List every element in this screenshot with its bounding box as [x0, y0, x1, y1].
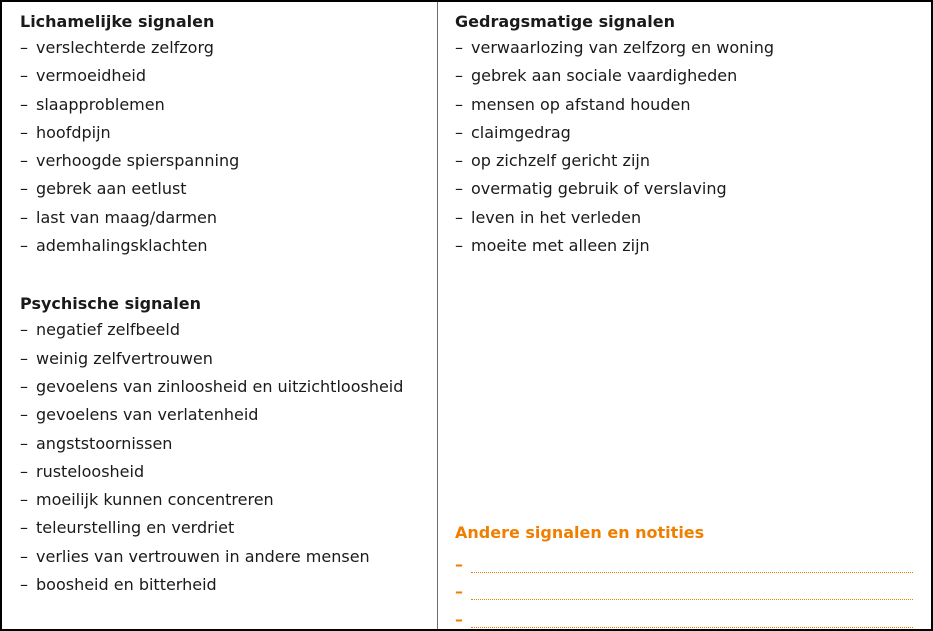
bullet-dash: – [20, 94, 28, 114]
psychische-signalen-list [20, 316, 437, 599]
signal-item [20, 34, 437, 62]
signal-item [455, 175, 913, 203]
signal-item [455, 119, 913, 147]
right-column [438, 2, 931, 629]
signal-item [20, 345, 437, 373]
note-dash: – [455, 609, 463, 629]
bullet-dash: – [20, 207, 28, 227]
signal-item [20, 204, 437, 232]
lichamelijke-signalen-list [20, 34, 437, 260]
dotted-write-line[interactable] [471, 613, 913, 628]
signal-text: vermoeidheid [36, 66, 147, 86]
signal-text: gebrek aan sociale vaardigheden [471, 66, 738, 86]
signal-text: mensen op afstand houden [471, 94, 691, 114]
signal-item [20, 147, 437, 175]
signal-item [20, 486, 437, 514]
signal-text: gebrek aan eetlust [36, 179, 187, 199]
signal-text: slaapproblemen [36, 94, 165, 114]
signal-item [455, 204, 913, 232]
signal-item [455, 232, 913, 260]
lichamelijke-signalen-heading: Lichamelijke signalen [20, 12, 215, 31]
bullet-dash: – [20, 320, 28, 340]
signal-item [20, 514, 437, 542]
signal-text: verwaarlozing van zelfzorg en woning [471, 38, 774, 57]
note-line[interactable] [455, 575, 913, 603]
bullet-dash: – [20, 518, 28, 538]
bullet-dash: – [20, 38, 28, 57]
gedragsmatige-signalen-heading: Gedragsmatige signalen [455, 12, 675, 31]
signal-text: overmatig gebruik of verslaving [471, 179, 727, 199]
note-dash: – [455, 582, 463, 601]
signal-text: negatief zelfbeeld [36, 320, 180, 340]
signal-item [455, 91, 913, 119]
signal-text: gevoelens van verlatenheid [36, 405, 259, 425]
bullet-dash: – [455, 38, 463, 57]
note-line[interactable] [455, 602, 913, 630]
signal-text: verlies van vertrouwen in andere mensen [36, 546, 370, 566]
andere-signalen-heading: Andere signalen en notities [455, 523, 705, 542]
bullet-dash: – [455, 151, 463, 171]
bullet-dash: – [455, 122, 463, 142]
signal-text: moeilijk kunnen concentreren [36, 490, 274, 510]
dotted-write-line[interactable] [471, 558, 913, 573]
signal-text: rusteloosheid [36, 461, 145, 481]
signal-text: verhoogde spierspanning [36, 151, 240, 171]
signal-text: gevoelens van zinloosheid en uitzichtloosheid [36, 376, 404, 396]
bullet-dash: – [20, 236, 28, 256]
signal-text: weinig zelfvertrouwen [36, 348, 213, 368]
signal-item [20, 119, 437, 147]
signal-text: teleurstelling en verdriet [36, 518, 235, 538]
psychische-signalen-heading: Psychische signalen [20, 294, 201, 314]
signal-text: boosheid en bitterheid [36, 575, 217, 595]
bullet-dash: – [20, 405, 28, 425]
bullet-dash: – [20, 179, 28, 199]
signal-text: op zichzelf gericht zijn [471, 151, 650, 171]
signal-item [20, 316, 437, 344]
bullet-dash: – [455, 236, 463, 256]
andere-signalen-section [455, 521, 913, 630]
bullet-dash: – [20, 151, 28, 171]
dotted-write-line[interactable] [471, 585, 913, 600]
gedragsmatige-signalen-list [455, 34, 913, 260]
bullet-dash: – [20, 122, 28, 142]
bullet-dash: – [20, 348, 28, 368]
signal-item [20, 543, 437, 571]
bullet-dash: – [455, 207, 463, 227]
signal-text: claimgedrag [471, 122, 571, 142]
left-column [2, 2, 438, 629]
signal-item [20, 373, 437, 401]
note-line[interactable] [455, 547, 913, 575]
signal-item [455, 34, 913, 62]
signal-text: moeite met alleen zijn [471, 236, 650, 256]
note-dash: – [455, 554, 463, 574]
bullet-dash: – [20, 490, 28, 510]
signal-item [20, 91, 437, 119]
signal-text: leven in het verleden [471, 207, 642, 227]
signal-text: verslechterde zelfzorg [36, 38, 214, 57]
note-lines [455, 547, 913, 630]
bullet-dash: – [20, 575, 28, 595]
bullet-dash: – [20, 461, 28, 481]
signal-item [20, 401, 437, 429]
bullet-dash: – [455, 94, 463, 114]
signal-item [20, 458, 437, 486]
signal-text: last van maag/darmen [36, 207, 218, 227]
bullet-dash: – [455, 66, 463, 86]
signal-item [455, 147, 913, 175]
signal-item [20, 62, 437, 90]
bullet-dash: – [20, 376, 28, 396]
signal-item [20, 430, 437, 458]
bullet-dash: – [20, 66, 28, 86]
signal-item [20, 571, 437, 599]
bullet-dash: – [20, 546, 28, 566]
signal-item [20, 175, 437, 203]
signal-item [20, 232, 437, 260]
signal-text: angststoornissen [36, 433, 173, 453]
bullet-dash: – [20, 433, 28, 453]
signal-item [455, 62, 913, 90]
signal-text: ademhalingsklachten [36, 236, 208, 256]
signal-text: hoofdpijn [36, 122, 111, 142]
bullet-dash: – [455, 179, 463, 199]
